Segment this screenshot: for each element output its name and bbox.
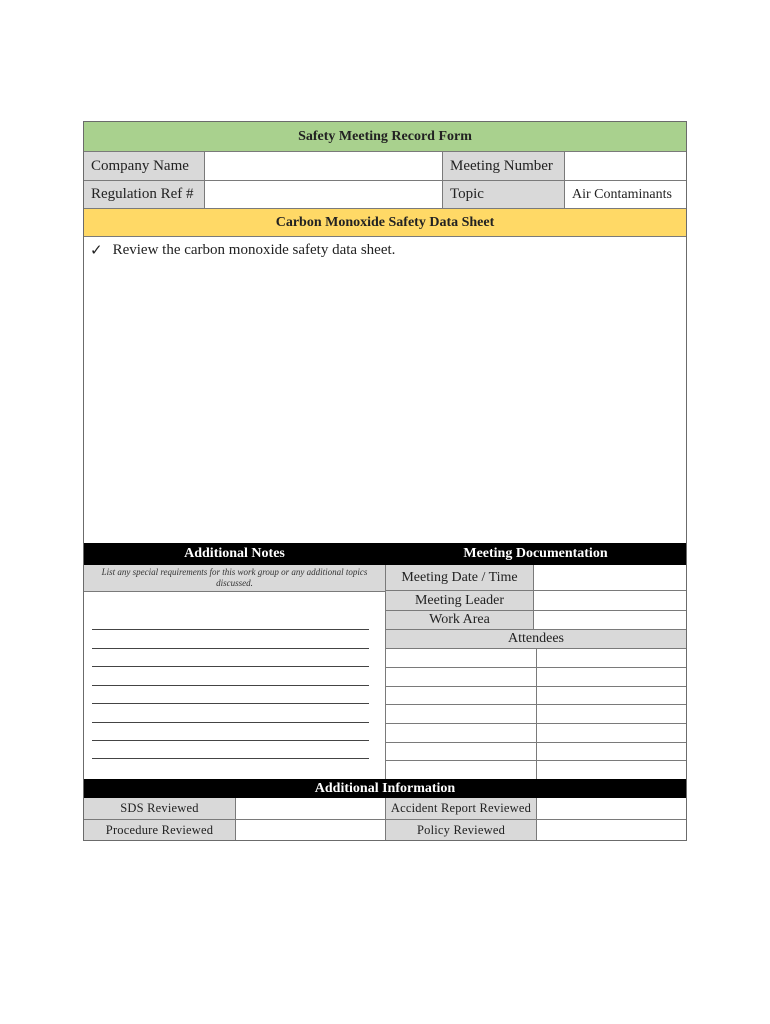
note-line (92, 722, 369, 723)
accident-report-field[interactable] (536, 798, 686, 819)
sds-reviewed-label: SDS Reviewed (84, 798, 235, 819)
meeting-date-field[interactable] (533, 565, 686, 590)
form-title: Safety Meeting Record Form (84, 122, 686, 151)
meeting-documentation-header: Meeting Documentation (385, 543, 686, 565)
note-line (92, 666, 369, 667)
checklist-item (90, 241, 395, 260)
safety-meeting-form (83, 121, 687, 841)
meeting-leader-field[interactable] (533, 590, 686, 610)
meeting-number-field[interactable] (564, 151, 686, 180)
attendee-cell[interactable] (385, 742, 536, 760)
company-name-field[interactable] (204, 151, 442, 180)
accident-report-label: Accident Report Reviewed (385, 798, 536, 819)
meeting-date-label: Meeting Date / Time (385, 565, 533, 590)
attendee-cell[interactable] (385, 704, 536, 723)
content-area (84, 236, 686, 543)
attendee-cell[interactable] (385, 723, 536, 742)
note-line (92, 758, 369, 759)
note-line (92, 629, 369, 630)
checkmark-icon: ✓ (90, 243, 103, 259)
section-title: Carbon Monoxide Safety Data Sheet (84, 208, 686, 236)
note-line (92, 648, 369, 649)
procedure-reviewed-field[interactable] (235, 819, 385, 840)
topic-label: Topic (442, 180, 564, 208)
policy-reviewed-label: Policy Reviewed (385, 819, 536, 840)
attendee-cell[interactable] (385, 760, 536, 779)
attendee-cell[interactable] (536, 723, 686, 742)
attendee-cell[interactable] (536, 704, 686, 723)
attendee-cell[interactable] (536, 742, 686, 760)
work-area-field[interactable] (533, 610, 686, 629)
note-line (92, 740, 369, 741)
attendee-cell[interactable] (536, 667, 686, 686)
policy-reviewed-field[interactable] (536, 819, 686, 840)
work-area-label: Work Area (385, 610, 533, 629)
notes-hint: List any special requirements for this work group or any additional topics discussed. (84, 565, 385, 591)
additional-notes-header: Additional Notes (84, 543, 385, 565)
attendee-cell[interactable] (385, 667, 536, 686)
regulation-ref-label: Regulation Ref # (84, 180, 204, 208)
regulation-ref-field[interactable] (204, 180, 442, 208)
note-line (92, 685, 369, 686)
sds-reviewed-field[interactable] (235, 798, 385, 819)
meeting-number-label: Meeting Number (442, 151, 564, 180)
attendees-label: Attendees (385, 629, 686, 648)
note-line (92, 703, 369, 704)
attendee-cell[interactable] (385, 686, 536, 704)
attendee-cell[interactable] (536, 648, 686, 667)
additional-information-header: Additional Information (84, 779, 686, 798)
company-name-label: Company Name (84, 151, 204, 180)
attendee-cell[interactable] (385, 648, 536, 667)
notes-lines-area[interactable] (84, 591, 385, 779)
procedure-reviewed-label: Procedure Reviewed (84, 819, 235, 840)
meeting-leader-label: Meeting Leader (385, 590, 533, 610)
attendee-cell[interactable] (536, 760, 686, 779)
checklist-item-text: Review the carbon monoxide safety data sheet. (112, 242, 396, 258)
attendee-cell[interactable] (536, 686, 686, 704)
topic-field[interactable]: Air Contaminants (564, 180, 686, 208)
